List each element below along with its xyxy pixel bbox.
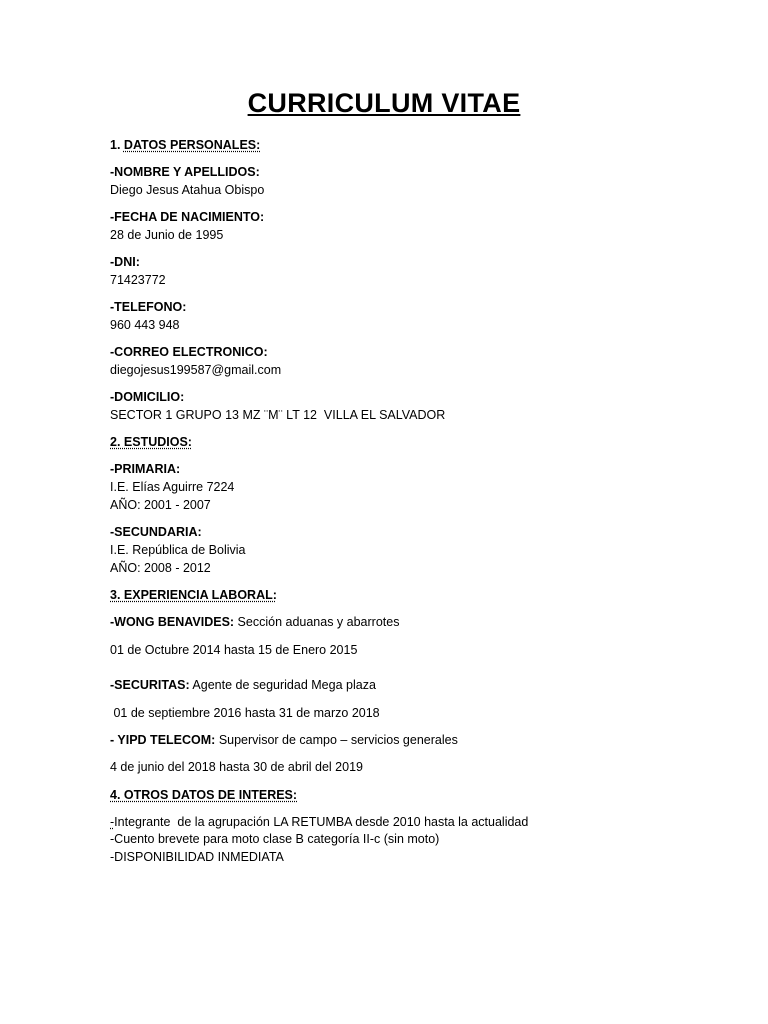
job-1-dates: 01 de Octubre 2014 hasta 15 de Enero 2015 [110,643,358,657]
job-3 [110,732,458,749]
name-label: -NOMBRE Y APELLIDOS: [110,165,260,179]
dni-label: -DNI: [110,255,140,269]
job-2-company: -SECURITAS: [110,678,190,692]
section-heading-personal [110,137,260,154]
address-value: SECTOR 1 GRUPO 13 MZ ¨M¨ LT 12 VILLA EL SALVADOR [110,408,446,422]
other-item-1-dash: - [110,815,115,829]
phone-label: -TELEFONO: [110,300,187,314]
job-2-dates: 01 de septiembre 2016 hasta 31 de marzo 2018 [110,706,380,720]
job-3-company: - YIPD TELECOM: [110,733,216,747]
primary-school: I.E. Elías Aguirre 7224 [110,480,235,494]
secondary-years: AÑO: 2008 - 2012 [110,561,211,575]
job-1 [110,614,399,631]
secondary-label: -SECUNDARIA: [110,525,202,539]
birth-label: -FECHA DE NACIMIENTO: [110,210,265,224]
job-1-company: -WONG BENAVIDES: [110,615,235,629]
phone-value: 960 443 948 [110,318,180,332]
section-title: DATOS PERSONALES: [123,138,261,152]
section-heading-studies: 2. ESTUDIOS: [110,435,192,449]
email-label: -CORREO ELECTRONICO: [110,345,268,359]
section-heading-experience: 3. EXPERIENCIA LABORAL: [110,588,277,602]
job-2-role: Agente de seguridad Mega plaza [189,678,376,692]
email-value: diegojesus199587@gmail.com [110,363,282,377]
other-item-2: -Cuento brevete para moto clase B categoría II-c (sin moto) [110,832,440,846]
address-label: -DOMICILIO: [110,390,185,404]
section-number: 1. [110,138,121,152]
document-title: CURRICULUM VITAE [247,88,521,118]
job-3-dates: 4 de junio del 2018 hasta 30 de abril del 2019 [110,760,363,774]
other-item-3: -DISPONIBILIDAD INMEDIATA [110,850,284,864]
other-item-1 [110,814,528,831]
dni-value: 71423772 [110,273,166,287]
job-2 [110,677,376,694]
job-1-role: Sección aduanas y abarrotes [234,615,400,629]
name-value: Diego Jesus Atahua Obispo [110,183,265,197]
other-item-1-text: Integrante de la agrupación LA RETUMBA desde 2010 hasta la actualidad [114,815,529,829]
section-heading-other: 4. OTROS DATOS DE INTERES: [110,788,298,802]
job-3-role: Supervisor de campo – servicios generales [215,733,458,747]
primary-label: -PRIMARIA: [110,462,181,476]
primary-years: AÑO: 2001 - 2007 [110,498,211,512]
secondary-school: I.E. República de Bolivia [110,543,246,557]
birth-value: 28 de Junio de 1995 [110,228,224,242]
